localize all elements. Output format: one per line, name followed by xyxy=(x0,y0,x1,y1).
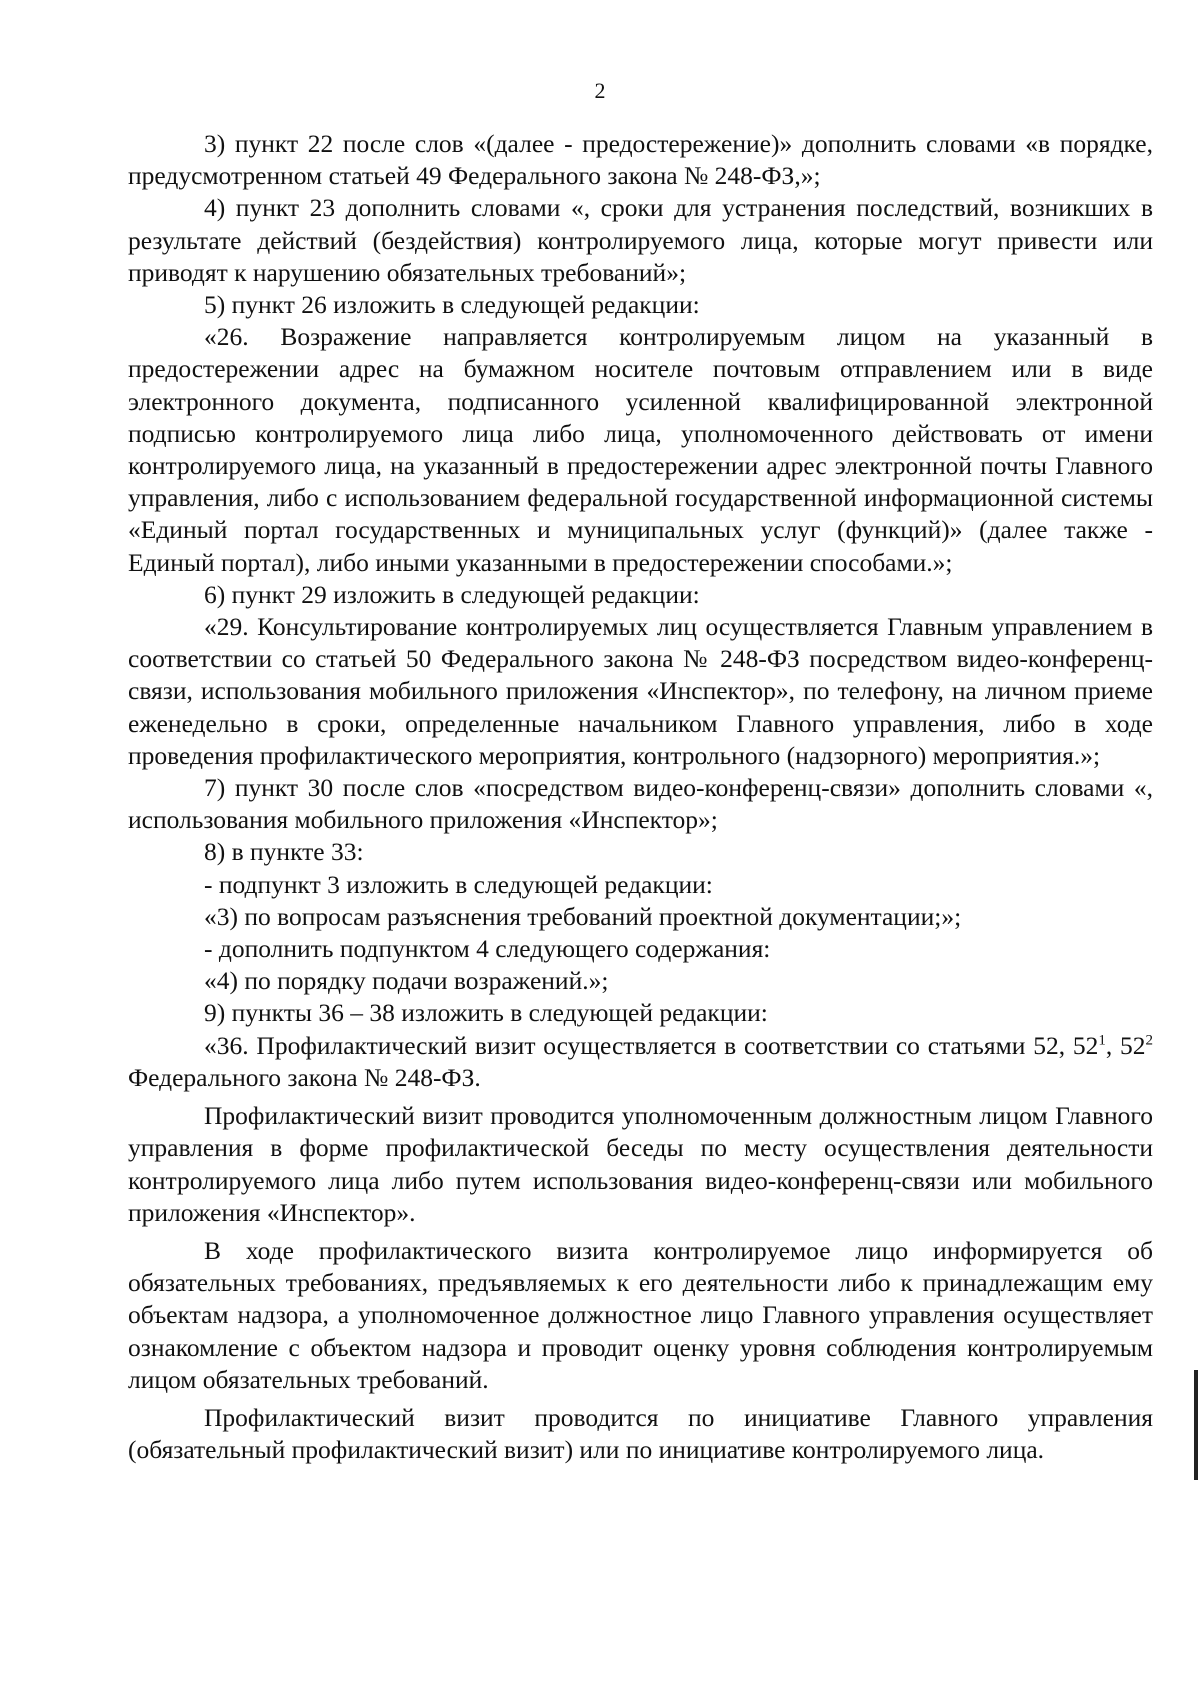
paragraph-subitem-4-text: «4) по порядку подачи возражений.»; xyxy=(204,966,609,996)
paragraph-subitem-3-instruction: - подпункт 3 изложить в следующей редакции: xyxy=(204,869,713,899)
point-36-sup-1: 1 xyxy=(1098,1032,1106,1049)
page-number: 2 xyxy=(594,78,606,103)
paragraph-item-9: 9) пункты 36 – 38 изложить в следующей редакции: xyxy=(204,998,768,1028)
paragraph-item-5: 5) пункт 26 изложить в следующей редакции: xyxy=(204,290,700,320)
point-36-text-b: , 52 xyxy=(1105,1030,1146,1060)
paragraph-visit-content: В ходе профилактического визита контролируемое лицо информируется об обязательных требованиях, предъявляемых к его деятельности либо к принадлежащим ему объектам надзора, а уполномоченное должностное лицо Главного управления осуществляет ознакомление с объектом надзора и проводит оценку уровня соблюдения контролируемым лицом обязательных требований. xyxy=(128,1235,1153,1394)
point-36-sup-2: 2 xyxy=(1145,1032,1153,1049)
paragraph-subitem-4-instruction: - дополнить подпунктом 4 следующего содержания: xyxy=(204,934,771,964)
point-36-text-a: «36. Профилактический визит осуществляется в соответствии со статьями 52, 52 xyxy=(204,1030,1099,1060)
paragraph-point-29: «29. Консультирование контролируемых лиц осуществляется Главным управлением в соответствии со статьей 50 Федерального закона № 248-ФЗ посредством видео-конференц-связи, использования мобильного приложения «Инспектор», по телефону, на личном приеме еженедельно в сроки, определенные начальником Главного управления, либо в ходе проведения профилактического мероприятия, контрольного (надзорного) мероприятия.»; xyxy=(128,612,1153,770)
paragraph-subitem-3-text: «3) по вопросам разъяснения требований проектной документации;»; xyxy=(204,901,962,931)
paragraph-visit-form: Профилактический визит проводится уполномоченным должностным лицом Главного управления в форме профилактической беседы по месту осуществления деятельности контролируемого лица либо путем использования видео-конференц-связи или мобильного приложения «Инспектор». xyxy=(128,1101,1153,1227)
paragraph-item-7: 7) пункт 30 после слов «посредством видео-конференц-связи» дополнить словами «, использования мобильного приложения «Инспектор»; xyxy=(128,773,1153,835)
paragraph-item-6: 6) пункт 29 изложить в следующей редакции: xyxy=(204,579,700,609)
paragraph-point-36 xyxy=(128,1030,1153,1094)
document-body xyxy=(128,128,1153,1466)
paragraph-visit-initiative: Профилактический визит проводится по инициативе Главного управления (обязательный профилактический визит) или по инициативе контролируемого лица. xyxy=(128,1402,1153,1465)
paragraph-item-4: 4) пункт 23 дополнить словами «, сроки для устранения последствий, возникших в результате действий (бездействия) контролируемого лица, которые могут привести или приводят к нарушению обязательных требований»; xyxy=(128,193,1153,287)
paragraph-point-26: «26. Возражение направляется контролируемым лицом на указанный в предостережении адрес на бумажном носителе почтовым отправлением или в виде электронного документа, подписанного усиленной квалифицированной электронной подписью контролируемого лица либо лица, уполномоченного действовать от имени контролируемого лица, на указанный в предостережении адрес электронной почты Главного управления, либо с использованием федеральной государственной информационной системы «Единый портал государственных и муниципальных услуг (функций)» (далее также - Единый портал), либо иными указанными в предостережении способами.»; xyxy=(128,322,1153,577)
scan-margin-mark xyxy=(1194,1370,1198,1480)
paragraph-item-8: 8) в пункте 33: xyxy=(204,837,364,867)
point-36-text-c: Федерального закона № 248-ФЗ. xyxy=(128,1062,481,1092)
paragraph-item-3: 3) пункт 22 после слов «(далее - предостережение)» дополнить словами «в порядке, предусмотренном статьей 49 Федерального закона № 248-ФЗ,»; xyxy=(128,129,1153,191)
